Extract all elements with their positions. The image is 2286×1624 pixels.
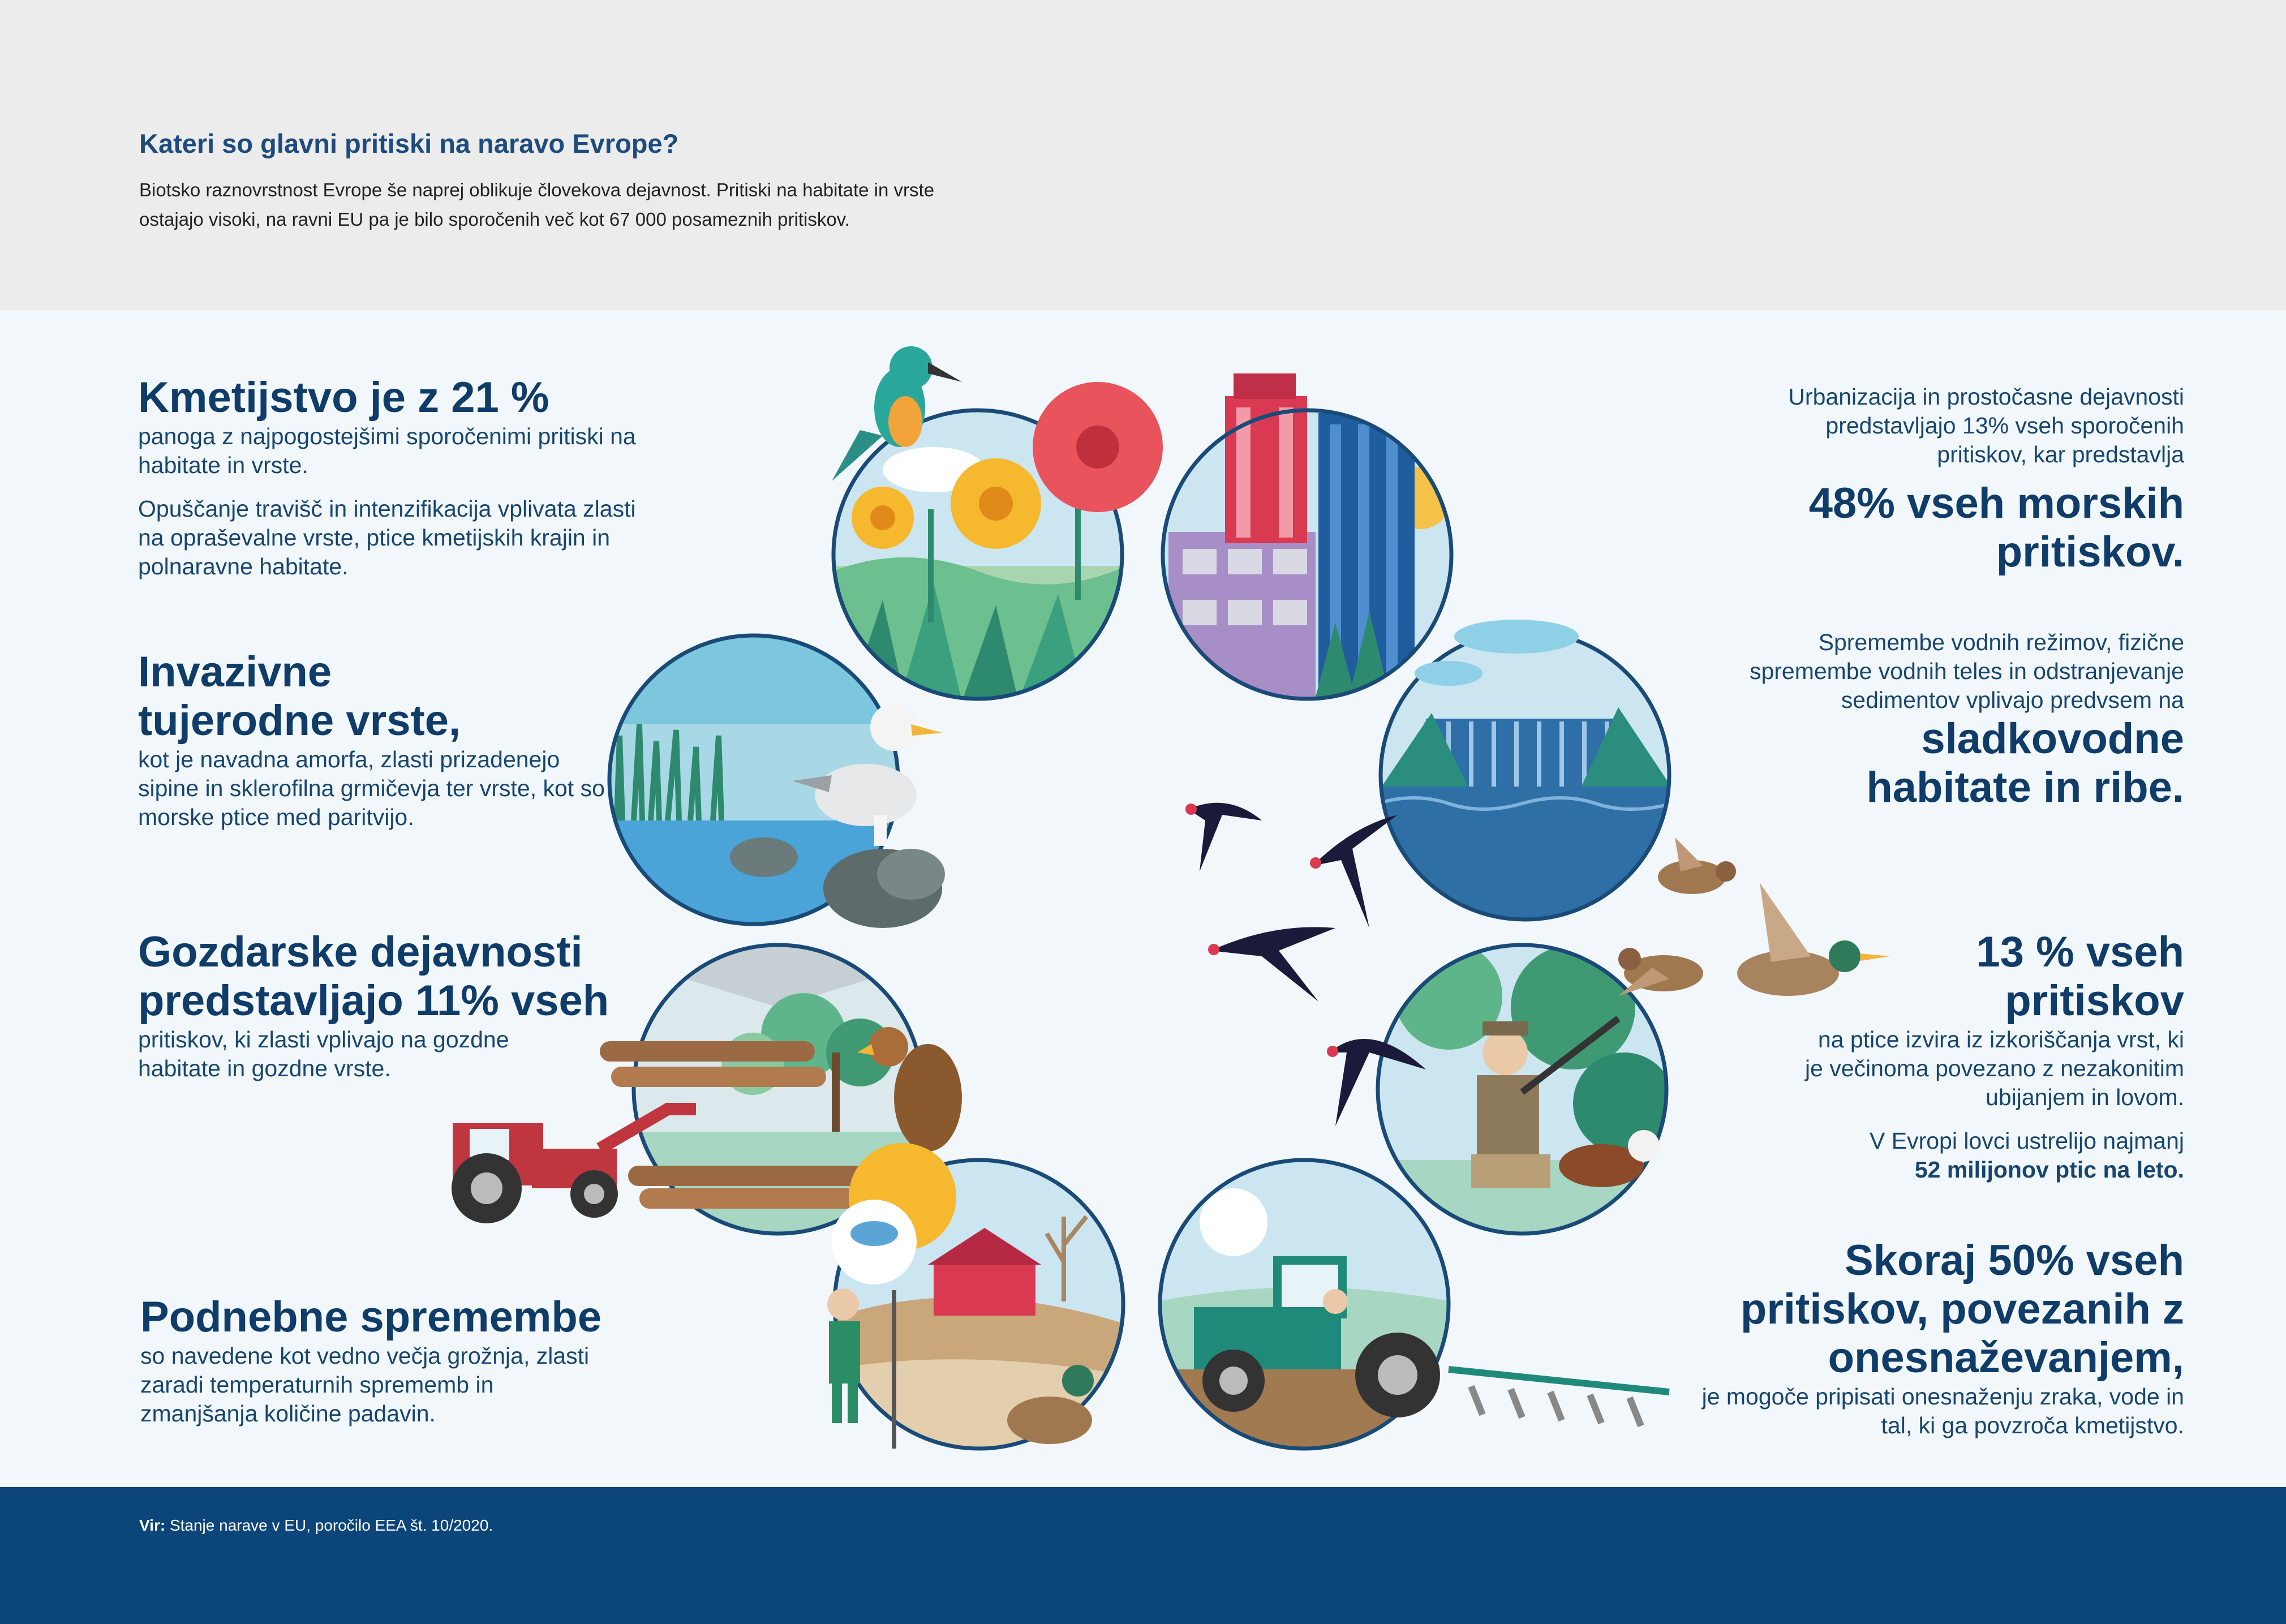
climate-headline: Podnebne spremembe	[140, 1293, 602, 1341]
invasive-block	[138, 648, 625, 832]
hunting-text-2: V Evropi lovci ustrelijo najmanj	[1869, 1128, 2184, 1154]
sunflower-icon	[852, 487, 914, 549]
flying-duck-icon	[1658, 837, 1736, 894]
pollution-headline: Skoraj 50% vseh	[1845, 1236, 2184, 1284]
pollution-text: je mogoče pripisati onesnaženju zraka, vode in tal, ki ga povzroča kmetijstvo.	[1701, 1384, 2184, 1438]
forestry-headline: Gozdarske dejavnosti	[138, 928, 583, 976]
intro-text: Biotsko raznovrstnost Evrope še naprej oblikuje človekova dejavnost. Pritiski na habitate in vrste ostajajo visoki, na ravni EU pa je bilo sporočenih več kot 67 000 posameznih pritiskov.	[139, 179, 935, 230]
red-flower-icon	[1033, 382, 1163, 512]
swallow-icon	[1208, 927, 1335, 1002]
invasive-headline: Invazivne	[138, 648, 332, 696]
water-text: Spremembe vodnih režimov, fizične spremembe vodnih teles in odstranjevanje sedimentov vplivajo predvsem na	[1749, 629, 2184, 713]
source-text: Stanje narave v EU, poročilo EEA št. 10/2020.	[165, 1516, 493, 1534]
agriculture-illustration	[832, 346, 1163, 702]
water-block	[1748, 628, 2184, 812]
hunting-headline: 13 % vseh	[1976, 928, 2184, 976]
pollution-block	[1675, 1236, 2184, 1440]
rain-cloud-icon	[832, 1200, 917, 1284]
source-label: Vir:	[139, 1516, 166, 1534]
swallow-icon	[1310, 815, 1398, 928]
agriculture-text-2: Opuščanje travišč in intenzifikacija vplivata zlasti na opraševalne vrste, ptice kmetijskih krajin in polnaravne habitate.	[138, 496, 636, 579]
invasive-illustration	[605, 634, 945, 928]
pollution-headline-3: onesnaževanjem,	[1828, 1334, 2184, 1382]
dam-illustration	[1378, 620, 1675, 922]
sunflower-icon	[951, 458, 1041, 549]
urban-headline-2: pritiskov.	[1996, 528, 2184, 576]
climate-text: so navedene kot vedno večja grožnja, zlasti zaradi temperaturnih sprememb in zmanjšanja količine padavin.	[140, 1343, 590, 1427]
footer-band	[0, 1487, 2286, 1624]
swallow-icon	[1185, 803, 1262, 871]
hunting-headline-2: pritiskov	[2005, 977, 2184, 1025]
source-note	[139, 1516, 493, 1535]
hunting-block	[1794, 928, 2184, 1184]
forestry-text: pritiskov, ki zlasti vplivajo na gozdne habitate in gozdne vrste.	[138, 1026, 509, 1081]
water-headline-2: habitate in ribe.	[1866, 763, 2184, 811]
climate-illustration	[827, 1143, 1126, 1451]
invasive-headline-2: tujerodne vrste,	[138, 697, 461, 745]
urban-headline: 48% vseh morskih	[1808, 479, 2184, 527]
flying-duck-icon	[1618, 948, 1703, 996]
agriculture-text: panoga z najpogostejšimi sporočenimi pritiski na habitate in vrste.	[138, 423, 636, 478]
agriculture-headline: Kmetijstvo je z 21 %	[138, 373, 549, 422]
hunting-text: na ptice izvira iz izkoriščanja vrst, ki je večinoma povezano z nezakonitim ubijanjem in lovom.	[1804, 1026, 2184, 1110]
water-headline: sladkovodne	[1921, 715, 2184, 763]
climate-block	[140, 1293, 627, 1428]
urban-text: Urbanizacija in prostočasne dejavnosti predstavljajo 13% vseh sporočenih pritiskov, kar predstavlja	[1788, 384, 2184, 467]
page-title: Kateri so glavni pritiski na naravo Evrope?	[139, 128, 679, 158]
invasive-text: kot je navadna amorfa, zlasti prizadenejo sipine in sklerofilna grmičevja ter vrste, kot so morske ptice med paritvijo.	[138, 746, 605, 830]
hunting-text-bold: 52 milijonov ptic na leto.	[1914, 1157, 2184, 1183]
forestry-block	[138, 928, 636, 1083]
forestry-headline-2: predstavljajo 11% vseh	[138, 977, 609, 1025]
urban-illustration	[1160, 373, 1454, 707]
rocks-icon	[823, 849, 945, 928]
pollution-headline-2: pritiskov, povezanih z	[1740, 1285, 2184, 1333]
agriculture-block	[138, 373, 636, 581]
urban-block	[1748, 383, 2184, 577]
